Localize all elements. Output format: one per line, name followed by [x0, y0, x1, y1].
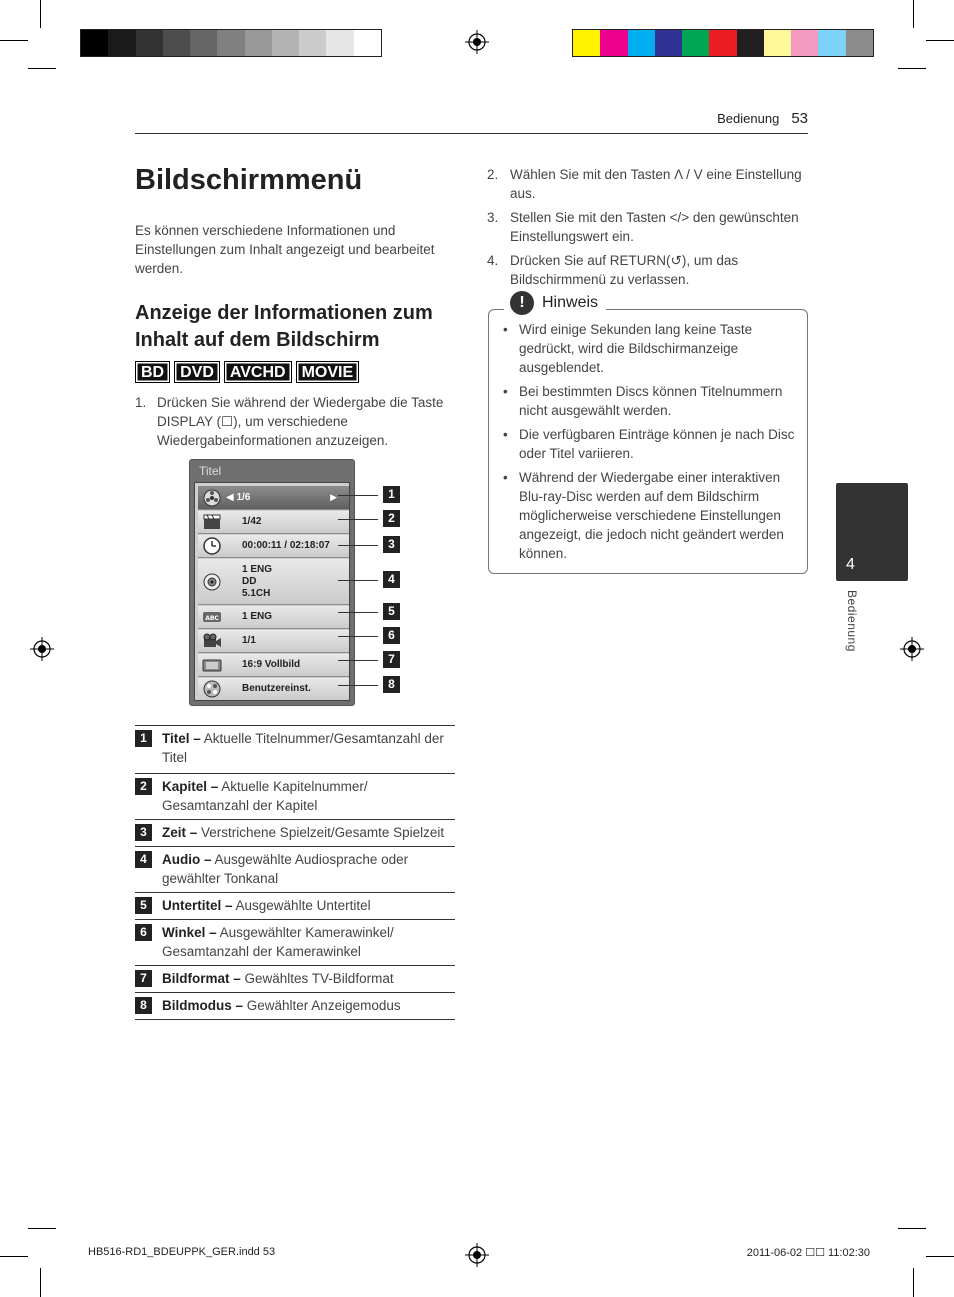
legend-text — [152, 850, 455, 888]
callout-line — [338, 685, 378, 686]
crop-mark — [0, 40, 28, 41]
step-number: 2. — [487, 167, 499, 182]
color-swatch — [791, 30, 818, 56]
step-3 — [487, 208, 807, 246]
gray-swatch — [136, 30, 163, 56]
gray-swatch — [190, 30, 217, 56]
gray-swatch — [163, 30, 190, 56]
registration-mark-icon — [30, 637, 54, 661]
color-swatch — [628, 30, 655, 56]
film-reel-icon — [202, 489, 222, 507]
legend-number: 4 — [135, 851, 152, 868]
callout-line — [338, 519, 378, 520]
note-title: Hinweis — [542, 294, 599, 311]
callout-line — [338, 495, 378, 496]
callout-line — [338, 612, 378, 613]
legend-row — [135, 820, 455, 847]
legend-desc: Aktuelle Kapitelnummer/ Gesamtanzahl der Kapitel — [162, 779, 368, 813]
step-number: 1. — [135, 395, 147, 410]
osd-row-value: 16:9 Vollbild — [242, 659, 301, 670]
tv-aspect-icon — [202, 656, 222, 674]
section-name: Bedienung — [717, 111, 780, 126]
grayscale-color-bar — [80, 29, 382, 57]
gray-swatch — [354, 30, 381, 56]
gray-swatch — [299, 30, 326, 56]
osd-row-time — [198, 535, 349, 558]
chapter-label: Bedienung — [845, 590, 859, 652]
legend-text — [152, 777, 455, 815]
gray-swatch — [326, 30, 353, 56]
callout-line — [338, 580, 378, 581]
gray-swatch — [272, 30, 299, 56]
registration-mark-icon — [465, 1243, 489, 1267]
callout-marker: 8 — [383, 676, 400, 693]
legend-desc: Ausgewählter Kamerawinkel/ Gesamtanzahl der Kamerawinkel — [162, 925, 394, 959]
registration-mark-icon — [465, 30, 489, 54]
bullet-icon: • — [503, 384, 508, 399]
legend-term: Bildformat – — [162, 971, 241, 986]
legend-row — [135, 893, 455, 920]
legend-text — [152, 823, 444, 842]
palette-icon — [202, 680, 222, 698]
osd-row-value: 1/42 — [242, 516, 262, 527]
legend-desc: Gewählter Anzeigemodus — [243, 998, 401, 1013]
legend-row — [135, 726, 455, 774]
note-item — [503, 425, 797, 463]
avchd-badge: AVCHD — [224, 361, 292, 383]
note-text: Wird einige Sekunden lang keine Taste gedrückt, wird die Bildschirmanzeige ausgeblendet. — [519, 322, 753, 375]
legend-term: Audio – — [162, 852, 212, 867]
crop-mark — [913, 0, 914, 28]
legend-number: 6 — [135, 924, 152, 941]
legend-desc: Verstrichene Spielzeit/Gesamte Spielzeit — [197, 825, 445, 840]
color-swatch — [573, 30, 600, 56]
callout-marker: 6 — [383, 627, 400, 644]
legend-table — [135, 725, 455, 1020]
intro-paragraph: Es können verschiedene Informationen und Einstellungen zum Inhalt angezeigt und bearbeitet werden. — [135, 223, 435, 276]
camera-icon — [202, 632, 222, 650]
osd-row-chapter — [198, 511, 349, 534]
crop-mark — [926, 40, 954, 41]
step-text: Drücken Sie während der Wiedergabe die Taste DISPLAY (☐), um verschiedene Wiedergabeinformationen anzuzeigen. — [157, 395, 444, 448]
legend-row — [135, 966, 455, 993]
osd-row-value: ◀ 1/6 — [226, 491, 251, 503]
crop-mark — [28, 1228, 56, 1229]
legend-desc: Aktuelle Titelnummer/Gesamtanzahl der Titel — [162, 731, 444, 765]
running-header — [717, 110, 808, 127]
legend-text — [152, 896, 371, 915]
right-arrow-icon: ▶ — [330, 492, 337, 502]
print-slug-file: HB516-RD1_BDEUPPK_GER.indd 53 — [88, 1246, 276, 1258]
legend-text — [152, 969, 394, 988]
legend-number: 5 — [135, 897, 152, 914]
process-color-bar — [572, 29, 874, 57]
print-slug-date: 2011-06-02 ☐☐ 11:02:30 — [746, 1247, 870, 1259]
crop-mark — [926, 1256, 954, 1257]
step-4 — [487, 251, 807, 289]
osd-row-title — [198, 486, 349, 510]
osd-row-value: 1/1 — [242, 635, 256, 646]
note-item — [503, 320, 797, 377]
legend-number: 8 — [135, 997, 152, 1014]
step-1 — [135, 393, 455, 450]
legend-number: 3 — [135, 824, 152, 841]
speaker-icon — [202, 573, 222, 591]
bullet-icon: • — [503, 470, 508, 485]
legend-row — [135, 774, 455, 820]
step-number: 4. — [487, 253, 499, 268]
movie-badge: MOVIE — [296, 361, 360, 383]
color-swatch — [600, 30, 627, 56]
callout-marker: 7 — [383, 651, 400, 668]
section-heading: Anzeige der Informationen zum Inhalt auf dem Bildschirm — [135, 302, 433, 351]
bd-badge: BD — [135, 361, 170, 383]
legend-text — [152, 996, 401, 1015]
note-text: Während der Wiedergabe einer interaktiven Blu-ray-Disc werden auf dem Bildschirm möglicherweise verschiedene Einstellungen angezeigt, die jedoch nicht geändert werden können. — [519, 470, 784, 561]
registration-mark-icon — [900, 637, 924, 661]
page-number: 53 — [791, 110, 808, 127]
callout-marker: 2 — [383, 510, 400, 527]
legend-term: Untertitel – — [162, 898, 233, 913]
audio-language: 1 ENG — [242, 563, 273, 575]
step-text: Wählen Sie mit den Tasten Λ / V eine Einstellung aus. — [510, 167, 802, 201]
callout-marker: 5 — [383, 603, 400, 620]
note-item — [503, 468, 797, 563]
callout-marker: 4 — [383, 571, 400, 588]
gray-swatch — [245, 30, 272, 56]
page-title: Bildschirmmenü — [135, 164, 363, 196]
legend-text — [152, 923, 455, 961]
legend-desc: Ausgewählte Untertitel — [232, 898, 371, 913]
osd-row-value: 00:00:11 / 02:18:07 — [242, 540, 330, 551]
callout-line — [338, 545, 378, 546]
step-number: 3. — [487, 210, 499, 225]
legend-row — [135, 920, 455, 966]
legend-desc: Gewähltes TV-Bildformat — [240, 971, 394, 986]
legend-term: Winkel – — [162, 925, 217, 940]
color-swatch — [764, 30, 791, 56]
crop-mark — [40, 1268, 41, 1297]
step-2 — [487, 165, 807, 203]
legend-text — [152, 729, 455, 769]
legend-number: 1 — [135, 730, 152, 747]
legend-term: Kapitel – — [162, 779, 219, 794]
svg-text:ABC: ABC — [205, 615, 219, 622]
step-text: Stellen Sie mit den Tasten </> den gewünschten Einstellungswert ein. — [510, 210, 799, 244]
crop-mark — [898, 1228, 926, 1229]
crop-mark — [0, 1256, 28, 1257]
note-text: Die verfügbaren Einträge können je nach Disc oder Titel variieren. — [519, 427, 795, 461]
callout-line — [338, 636, 378, 637]
step-text: Drücken Sie auf RETURN(↺), um das Bildschirmmenü zu verlassen. — [510, 253, 739, 287]
osd-title: Titel — [199, 464, 222, 478]
gray-swatch — [108, 30, 135, 56]
legend-row — [135, 993, 455, 1020]
osd-row-audio — [198, 559, 349, 605]
callout-marker: 1 — [383, 486, 400, 503]
osd-menu — [194, 482, 350, 701]
clapperboard-icon — [202, 513, 222, 531]
legend-term: Bildmodus – — [162, 998, 244, 1013]
dvd-badge: DVD — [174, 361, 220, 383]
bullet-icon: • — [503, 427, 508, 442]
color-swatch — [737, 30, 764, 56]
note-list — [503, 320, 797, 568]
color-swatch — [655, 30, 682, 56]
gray-swatch — [217, 30, 244, 56]
header-rule — [135, 133, 808, 134]
legend-term: Titel – — [162, 731, 201, 746]
bullet-icon: • — [503, 322, 508, 337]
crop-mark — [913, 1268, 914, 1297]
note-text: Bei bestimmten Discs können Titelnummern nicht ausgewählt werden. — [519, 384, 783, 418]
callout-line — [338, 660, 378, 661]
osd-row-angle — [198, 630, 349, 653]
note-heading — [504, 291, 606, 315]
color-swatch — [682, 30, 709, 56]
legend-row — [135, 847, 455, 893]
legend-desc: Ausgewählte Audiosprache oder gewählter Tonkanal — [162, 852, 409, 886]
gray-swatch — [81, 30, 108, 56]
steps-list — [487, 165, 807, 294]
color-swatch — [818, 30, 845, 56]
crop-mark — [898, 68, 926, 69]
clock-icon — [202, 537, 222, 555]
color-swatch — [709, 30, 736, 56]
legend-number: 2 — [135, 778, 152, 795]
osd-row-aspect — [198, 654, 349, 677]
callout-marker: 3 — [383, 536, 400, 553]
osd-row-value: Benutzereinst. — [242, 683, 311, 694]
exclamation-icon: ! — [510, 291, 534, 315]
osd-row-subtitle — [198, 606, 349, 629]
crop-mark — [40, 0, 41, 28]
osd-screen-illustration — [189, 459, 355, 706]
chapter-number: 4 — [846, 556, 855, 573]
dolby-digital-icon: DD — [242, 575, 257, 587]
osd-row-value — [242, 564, 272, 600]
osd-row-value: 1 ENG — [242, 611, 273, 622]
audio-channels: 5.1CH — [242, 587, 271, 599]
legend-term: Zeit – — [162, 825, 198, 840]
color-swatch — [846, 30, 873, 56]
legend-number: 7 — [135, 970, 152, 987]
subtitle-abc-icon — [202, 608, 222, 626]
crop-mark — [28, 68, 56, 69]
note-item — [503, 382, 797, 420]
osd-row-picture-mode — [198, 678, 349, 700]
disc-type-badges — [135, 361, 359, 383]
